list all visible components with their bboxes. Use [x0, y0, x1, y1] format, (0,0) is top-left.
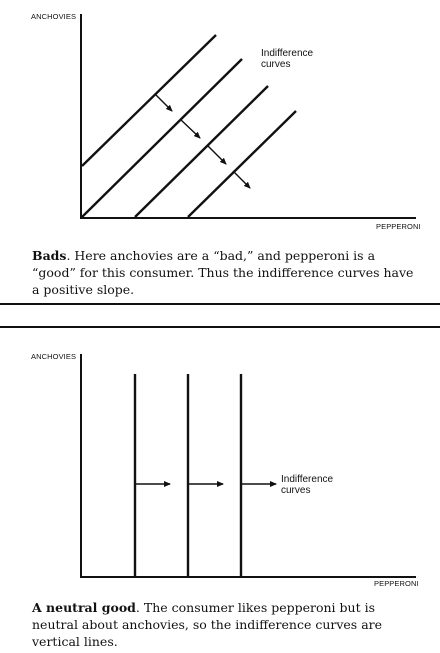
indifference-curve: [188, 111, 296, 217]
caption-title: A neutral good: [32, 600, 136, 615]
annotation-line-1: Indifference: [261, 48, 314, 59]
preference-arrow: [233, 171, 250, 188]
preference-arrow: [180, 119, 200, 138]
neutral-good-caption: [32, 599, 416, 650]
bads-panel: [0, 0, 440, 300]
indifference-curve: [135, 86, 268, 217]
preference-arrow: [155, 94, 172, 111]
indifference-curves-annotation: [261, 48, 313, 70]
y-axis-label: ANCHOVIES: [31, 352, 77, 361]
indifference-curve: [82, 59, 242, 217]
indifference-curve: [82, 35, 216, 166]
caption-body: . Here anchovies are a “bad,” and pepperoni is a “good” for this consumer. Thus the indifference curves have a positive slope.: [32, 248, 414, 297]
y-axis-label: ANCHOVIES: [31, 12, 77, 21]
indifference-curves-annotation: [281, 474, 333, 496]
x-axis-label: PEPPERONI: [374, 579, 419, 588]
neutral-good-panel: [0, 330, 440, 653]
caption-title: Bads: [32, 248, 67, 263]
bads-caption: [32, 247, 416, 298]
annotation-line-1: Indifference: [281, 474, 334, 485]
separator-rule: [0, 326, 440, 328]
caption-body: . The consumer likes pepperoni but is neutral about anchovies, so the indifference curves are vertical lines.: [32, 600, 383, 649]
annotation-line-2: curves: [281, 485, 311, 496]
preference-arrow: [207, 145, 226, 164]
x-axis-label: PEPPERONI: [376, 222, 421, 231]
annotation-line-2: curves: [261, 59, 291, 70]
separator-rule: [0, 303, 440, 305]
